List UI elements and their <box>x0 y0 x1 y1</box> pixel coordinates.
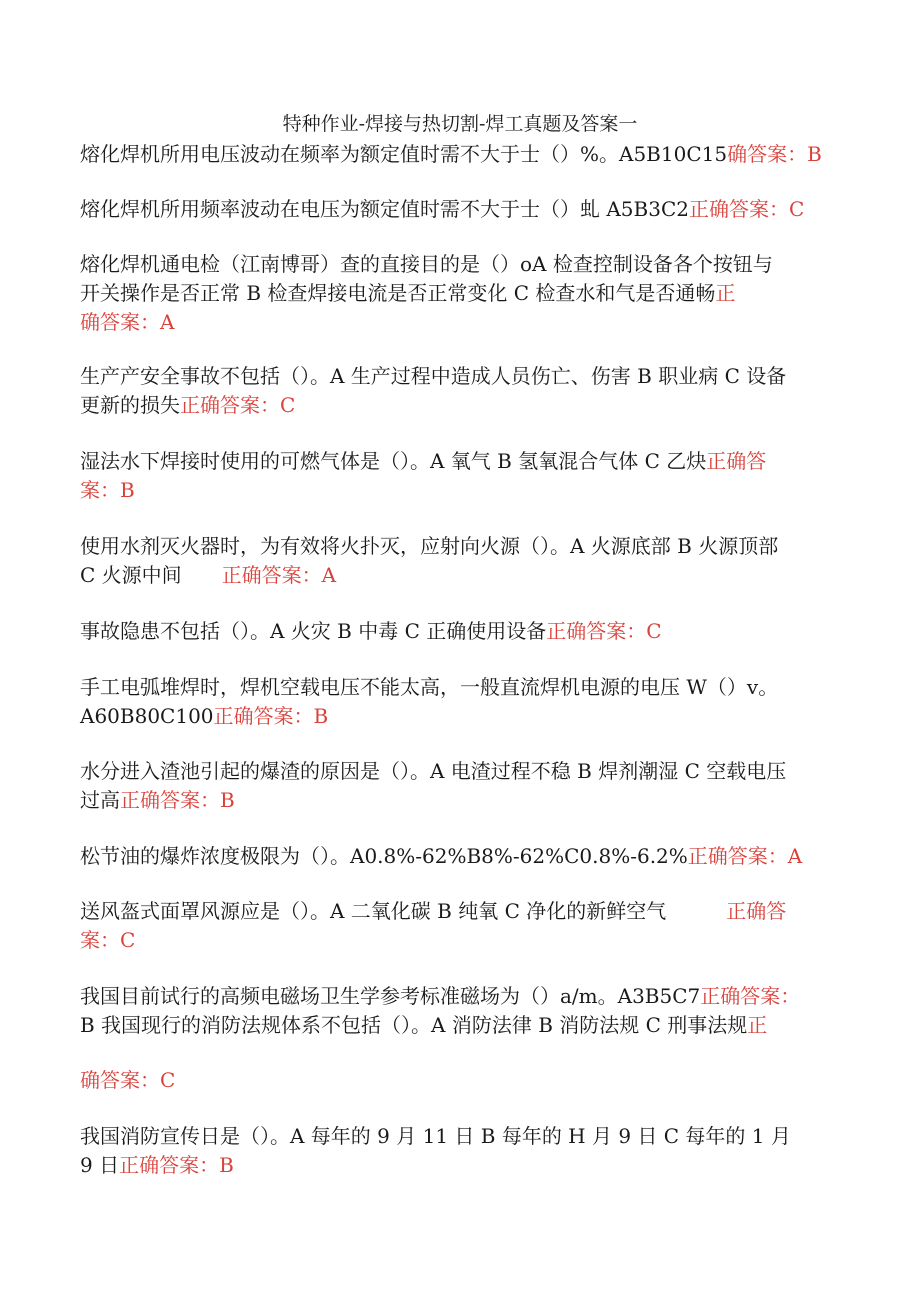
question-text: 熔化焊机所用频率波动在电压为额定值时需不大于士（）虬 A5B3C2 <box>80 197 689 221</box>
answer-text: 正确答案：C <box>546 619 662 643</box>
answer-text: 正确答案： <box>700 984 801 1008</box>
question-item <box>80 617 850 646</box>
question-line <box>80 308 850 337</box>
question-item <box>80 140 850 169</box>
question-line <box>80 1066 850 1095</box>
answer-text: 正确答案：A <box>687 844 803 868</box>
question-text: 9 日 <box>80 1153 120 1177</box>
question-line <box>80 1122 850 1151</box>
question-line <box>80 279 850 308</box>
answer-text: 正确答案：A <box>221 563 337 587</box>
question-item <box>80 195 850 224</box>
document-title: 特种作业-焊接与热切割-焊工真题及答案一 <box>282 113 638 135</box>
answer-text: 确答案：A <box>80 310 175 334</box>
question-line <box>80 140 850 169</box>
answer-text: 确答案：C <box>80 1068 176 1092</box>
question-line <box>80 561 850 590</box>
question-line <box>80 617 850 646</box>
answer-text: 正 <box>715 281 736 305</box>
question-text: 开关操作是否正常 B 检查焊接电流是否正常变化 C 检查水和气是否通畅 <box>80 281 716 305</box>
question-line <box>80 897 850 926</box>
answer-text: 正确答 <box>706 449 767 473</box>
question-item <box>80 982 850 1040</box>
question-line <box>80 982 850 1011</box>
question-line <box>80 842 850 871</box>
question-item <box>80 673 850 731</box>
question-line <box>80 362 850 391</box>
question-text: 松节油的爆炸浓度极限为（）。A0.8%-62%B8%-62%C0.8%-6.2% <box>80 844 688 868</box>
question-line <box>80 447 850 476</box>
question-item <box>80 1066 850 1095</box>
question-item <box>80 250 850 337</box>
question-text: B 我国现行的消防法规体系不包括（）。A 消防法律 B 消防法规 C 刑事法规 <box>80 1013 748 1037</box>
question-text: 事故隐患不包括（）。A 火灾 B 中毒 C 正确使用设备 <box>80 619 547 643</box>
question-item <box>80 757 850 815</box>
question-line <box>80 673 850 702</box>
question-line <box>80 250 850 279</box>
question-text: 过高 <box>80 788 120 812</box>
question-item <box>80 897 850 955</box>
question-line <box>80 786 850 815</box>
answer-text: 正确答案：B <box>120 788 235 812</box>
answer-text: 正 <box>747 1013 768 1037</box>
question-text: 使用水剂灭火器时，为有效将火扑灭，应射向火源（）。A 火源底部 B 火源顶部 <box>80 534 779 558</box>
question-line <box>80 391 850 420</box>
question-text: 熔化焊机通电检（江南博哥）查的直接目的是（）oA 检查控制设备各个按钮与 <box>80 252 773 276</box>
answer-text: 正确答案：C <box>688 197 805 221</box>
question-text: 送风盔式面罩风源应是（）。A 二氧化碳 B 纯氧 C 净化的新鲜空气 <box>80 899 727 923</box>
question-line <box>80 532 850 561</box>
question-text: C 火源中间 <box>80 563 222 587</box>
answer-text: 正确答案：B <box>213 704 329 728</box>
question-text: 水分进入渣池引起的爆渣的原因是（）。A 电渣过程不稳 B 焊剂潮湿 C 空载电压 <box>80 759 787 783</box>
question-item <box>80 842 850 871</box>
question-text: 我国目前试行的高频电磁场卫生学参考标准磁场为（）a/m。A3B5C7 <box>80 984 701 1008</box>
question-line <box>80 702 850 731</box>
question-line <box>80 757 850 786</box>
question-line <box>80 926 850 955</box>
answer-text: 确答案：B <box>727 142 822 166</box>
question-item <box>80 362 850 420</box>
answer-text: 案：B <box>80 478 135 502</box>
question-line <box>80 1011 850 1040</box>
answer-text: 正确答案：C <box>180 393 296 417</box>
answer-text: 案：C <box>80 928 136 952</box>
question-text: 生产产安全事故不包括（）。A 生产过程中造成人员伤亡、伤害 B 职业病 C 设备 <box>80 364 787 388</box>
question-line <box>80 195 850 224</box>
answer-text: 正确答 <box>726 899 787 923</box>
question-text: 熔化焊机所用电压波动在频率为额定值时需不大于士（）%。A5B10C15 <box>80 142 728 166</box>
question-item <box>80 532 850 590</box>
question-line <box>80 476 850 505</box>
question-item <box>80 1122 850 1180</box>
answer-text: 正确答案：B <box>119 1153 234 1177</box>
question-text: 更新的损失 <box>80 393 180 417</box>
question-line <box>80 1151 850 1180</box>
question-text: 湿法水下焊接时使用的可燃气体是（）。A 氧气 B 氢氧混合气体 C 乙炔 <box>80 449 707 473</box>
question-item <box>80 447 850 505</box>
question-text: 我国消防宣传日是（）。A 每年的 9 月 11 日 B 每年的 H 月 9 日 C 每年的 1 月 <box>80 1124 791 1148</box>
question-text: 手工电弧堆焊时，焊机空载电压不能太高，一般直流焊机电源的电压 W（）v。 <box>80 675 779 699</box>
question-text: A60B80C100 <box>80 704 214 728</box>
